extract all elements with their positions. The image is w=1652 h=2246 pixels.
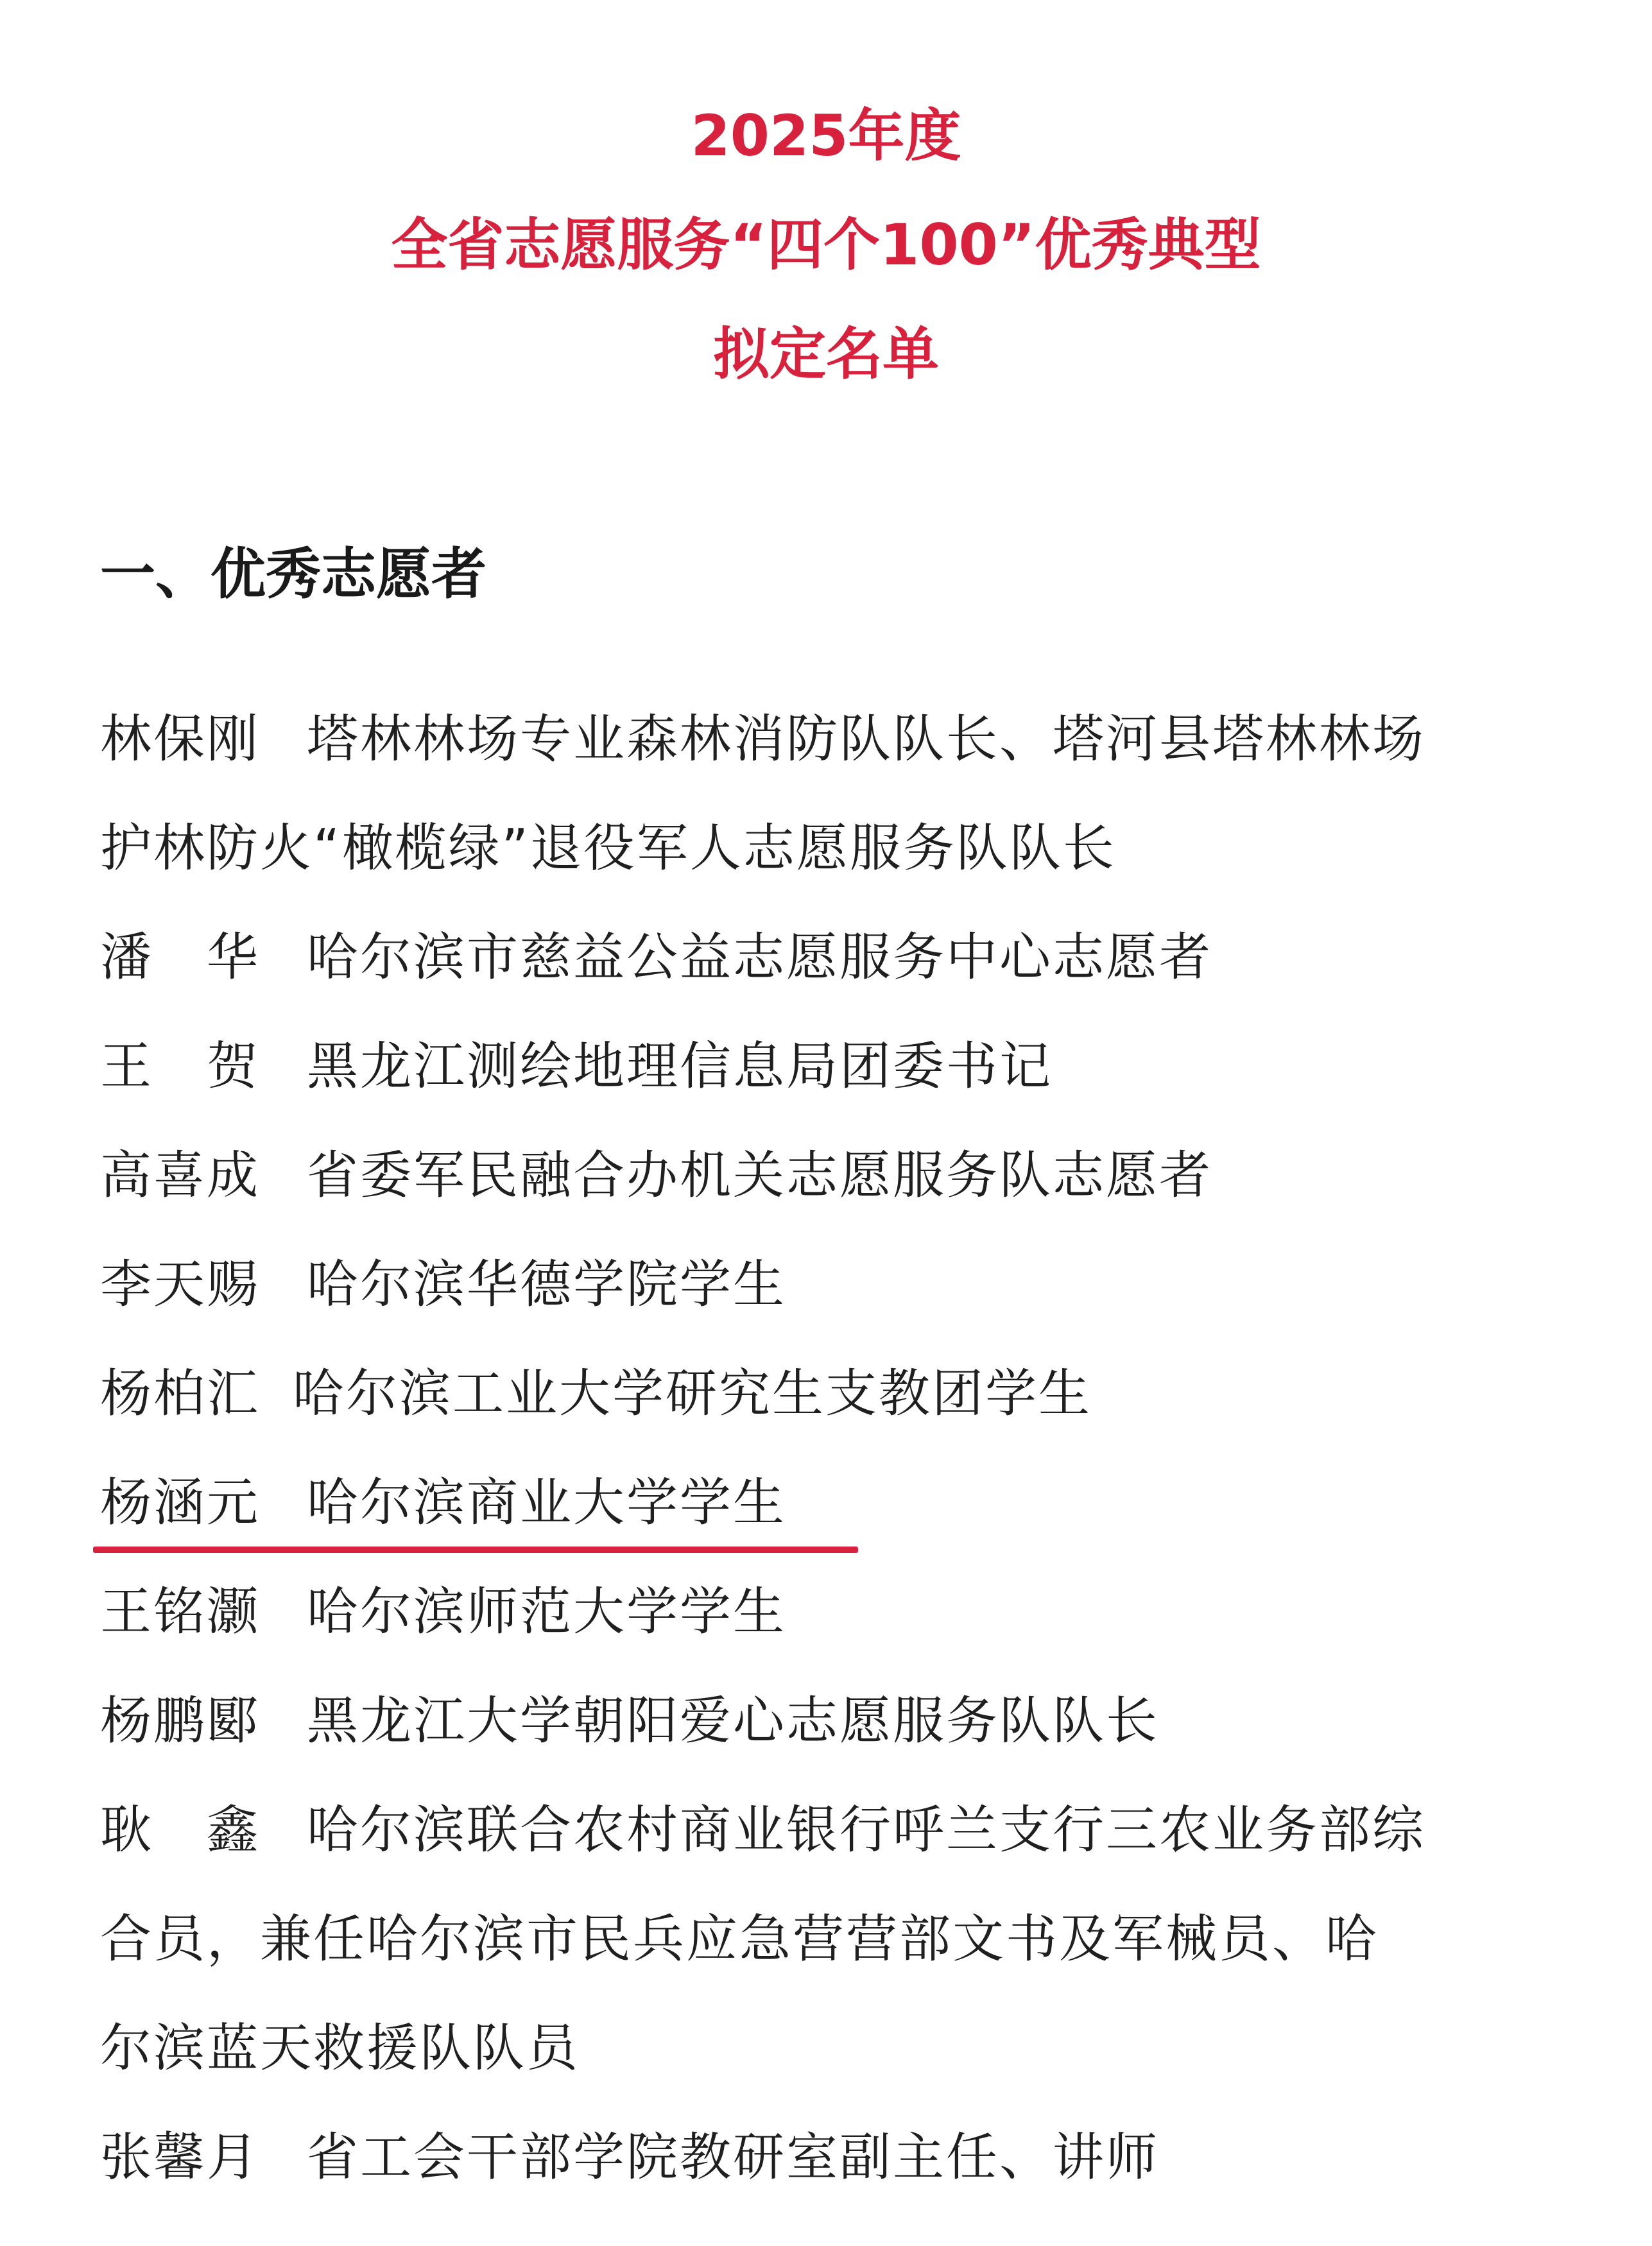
list-item-continuation	[100, 1909, 1379, 1969]
list-item-highlighted	[100, 1473, 786, 1532]
entry-desc: 哈尔滨商业大学学生	[307, 1473, 786, 1532]
list-item	[100, 2127, 1159, 2187]
entry-desc: 省委军民融合办机关志愿服务队志愿者	[307, 1145, 1212, 1205]
list-item	[100, 1145, 1212, 1205]
entry-name: 杨柏汇	[100, 1364, 260, 1423]
section-heading: 一、优秀志愿者	[100, 542, 486, 606]
entry-desc: 护林防火“橄榄绿”退役军人志愿服务队队长	[100, 818, 1116, 878]
entry-desc: 黑龙江测绘地理信息局团委书记	[307, 1036, 1053, 1096]
title-sub: 拟定名单	[712, 321, 939, 387]
entry-desc: 哈尔滨师范大学学生	[307, 1582, 786, 1642]
entry-desc: 哈尔滨联合农村商业银行呼兰支行三农业务部综	[307, 1800, 1425, 1860]
list-item	[100, 709, 1425, 769]
list-item-continuation	[100, 2018, 580, 2078]
entry-desc: 黑龙江大学朝阳爱心志愿服务队队长	[307, 1691, 1159, 1751]
entry-name: 高喜成	[100, 1145, 260, 1205]
entry-name: 王铭灏	[100, 1582, 260, 1642]
list-item	[100, 1582, 786, 1642]
title-main: 全省志愿服务“四个100”优秀典型	[391, 212, 1261, 278]
entry-name: 王 贺	[100, 1036, 260, 1096]
list-item	[100, 1255, 786, 1314]
entry-name: 耿 鑫	[100, 1800, 260, 1860]
red-underline-mark	[93, 1547, 858, 1553]
list-item-continuation	[100, 818, 1116, 878]
list-item	[100, 1691, 1159, 1751]
entry-name: 潘 华	[100, 927, 260, 987]
list-item	[100, 927, 1212, 987]
entry-name: 张馨月	[100, 2127, 260, 2187]
entry-desc: 哈尔滨工业大学研究生支教团学生	[293, 1364, 1092, 1423]
list-item	[100, 1364, 1092, 1423]
entry-desc: 合员，兼任哈尔滨市民兵应急营营部文书及军械员、哈	[100, 1909, 1379, 1969]
entry-desc: 哈尔滨市慈益公益志愿服务中心志愿者	[307, 927, 1212, 987]
entry-desc: 省工会干部学院教研室副主任、讲师	[307, 2127, 1159, 2187]
entry-desc: 尔滨蓝天救援队队员	[100, 2018, 580, 2078]
entry-name: 林保刚	[100, 709, 260, 769]
entry-name: 杨涵元	[100, 1473, 260, 1532]
title-year: 2025年度	[691, 103, 961, 169]
entry-name: 李天赐	[100, 1255, 260, 1314]
entry-desc: 哈尔滨华德学院学生	[307, 1255, 786, 1314]
entry-name: 杨鹏郾	[100, 1691, 260, 1751]
list-item	[100, 1800, 1425, 1860]
list-item	[100, 1036, 1053, 1096]
entry-desc: 塔林林场专业森林消防队队长、塔河县塔林林场	[307, 709, 1425, 769]
